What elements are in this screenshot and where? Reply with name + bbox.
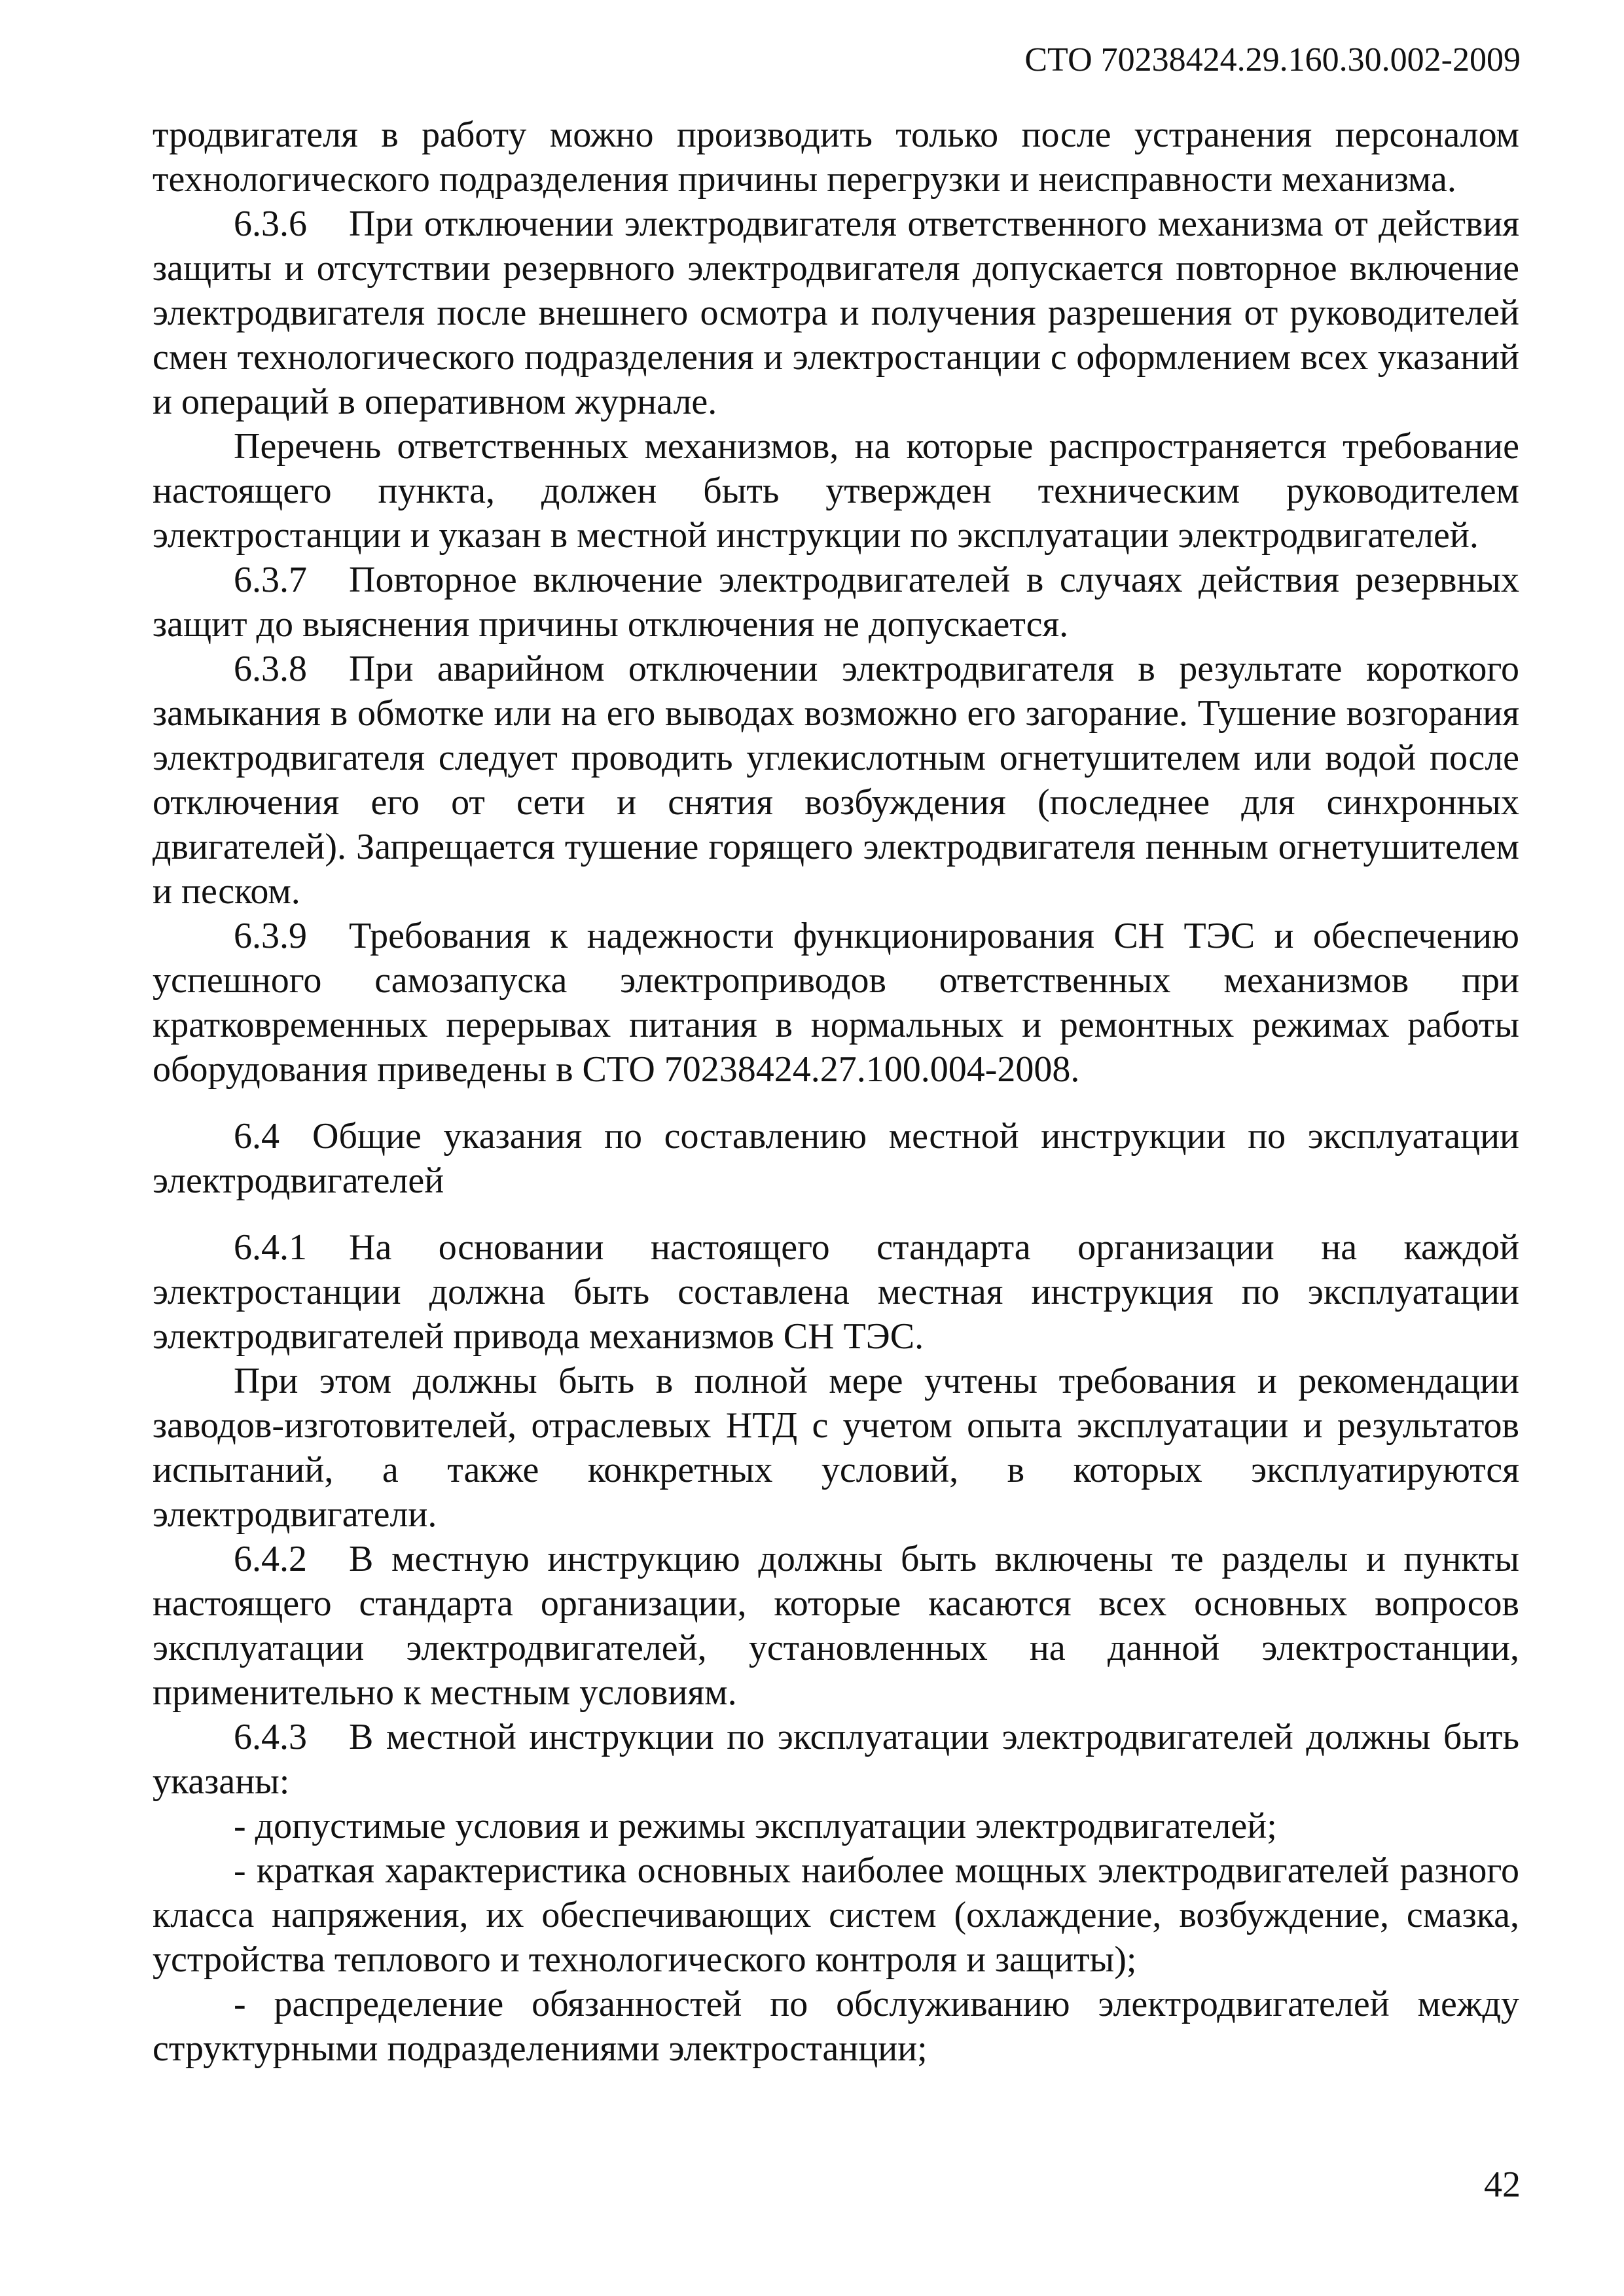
clause-number: 6.3.7	[234, 560, 307, 600]
clause-text: В местную инструкцию должны быть включены те разделы и пункты настоящего стандарта организации, которые касаются всех основных вопросов эксплуатации электродвигателей, установленных на данной электростанции, применительно к местным условиям.	[153, 1539, 1519, 1713]
list-item: - допустимые условия и режимы эксплуатации электродвигателей;	[234, 1806, 1277, 1846]
page-body	[153, 113, 1519, 2071]
clause-number: 6.3.9	[234, 916, 307, 956]
clause-6-3-8	[153, 647, 1519, 914]
list-item: - распределение обязанностей по обслуживанию электродвигателей между структурными подразделениями электростанции;	[153, 1984, 1519, 2069]
page-number: 42	[1484, 2164, 1521, 2205]
clause-6-3-9	[153, 914, 1519, 1092]
section-title: Общие указания по составлению местной инструкции по эксплуатации электродвигателей	[153, 1116, 1519, 1201]
section-heading-6-4	[153, 1114, 1519, 1203]
clause-text: На основании настоящего стандарта организации на каждой электростанции должна быть составлена местная инструкция по эксплуатации электродвигателей привода механизмов СН ТЭС.	[153, 1227, 1519, 1357]
paragraph: тродвигателя в работу можно производить только после устранения персоналом технологического подразделения причины перегрузки и неисправности механизма.	[153, 115, 1519, 200]
clause-number: 6.4.1	[234, 1227, 307, 1268]
clause-text: В местной инструкции по эксплуатации электродвигателей должны быть указаны:	[153, 1717, 1519, 1802]
paragraph: Перечень ответственных механизмов, на которые распространяется требование настоящего пункта, должен быть утвержден техническим руководителем электростанции и указан в местной инструкции по эксплуатации электродвигателей.	[153, 426, 1519, 556]
clause-6-4-2	[153, 1537, 1519, 1715]
paragraph: При этом должны быть в полной мере учтены требования и рекомендации заводов-изготовителей, отраслевых НТД с учетом опыта эксплуатации и результатов испытаний, а также конкретных условий, в которых эксплуатируются электродвигатели.	[153, 1361, 1519, 1535]
clause-6-4-3	[153, 1715, 1519, 1804]
clause-number: 6.3.6	[234, 204, 307, 244]
clause-text: Требования к надежности функционирования СН ТЭС и обеспечению успешного самозапуска электроприводов ответственных механизмов при кратковременных перерывах питания в нормальных и ремонтных режимах работы оборудования приведены в СТО 70238424.27.100.004-2008.	[153, 916, 1519, 1090]
clause-6-4-1	[153, 1225, 1519, 1359]
clause-6-3-7	[153, 558, 1519, 647]
clause-number: 6.4.3	[234, 1717, 307, 1757]
clause-6-3-6	[153, 202, 1519, 424]
clause-text: При аварийном отключении электродвигателя в результате короткого замыкания в обмотке или на его выводах возможно его загорание. Тушение возгорания электродвигателя следует проводить углекислотным огнетушителем или водой после отключения его от сети и снятия возбуждения (последнее для синхронных двигателей). Запрещается тушение горящего электродвигателя пенным огнетушителем и песком.	[153, 649, 1519, 912]
clause-text: Повторное включение электродвигателей в случаях действия резервных защит до выяснения причины отключения не допускается.	[153, 560, 1519, 645]
list-item: - краткая характеристика основных наиболее мощных электродвигателей разного класса напряжения, их обеспечивающих систем (охлаждение, возбуждение, смазка, устройства теплового и технологического контроля и защиты);	[153, 1850, 1519, 1980]
clause-text: При отключении электродвигателя ответственного механизма от действия защиты и отсутствии резервного электродвигателя допускается повторное включение электродвигателя после внешнего осмотра и получения разрешения от руководителей смен технологического подразделения и электростанции с оформлением всех указаний и операций в оперативном журнале.	[153, 204, 1519, 422]
clause-number: 6.4.2	[234, 1539, 307, 1579]
section-number: 6.4	[234, 1116, 280, 1157]
clause-number: 6.3.8	[234, 649, 307, 689]
document-code-header: СТО 70238424.29.160.30.002-2009	[1024, 41, 1521, 79]
